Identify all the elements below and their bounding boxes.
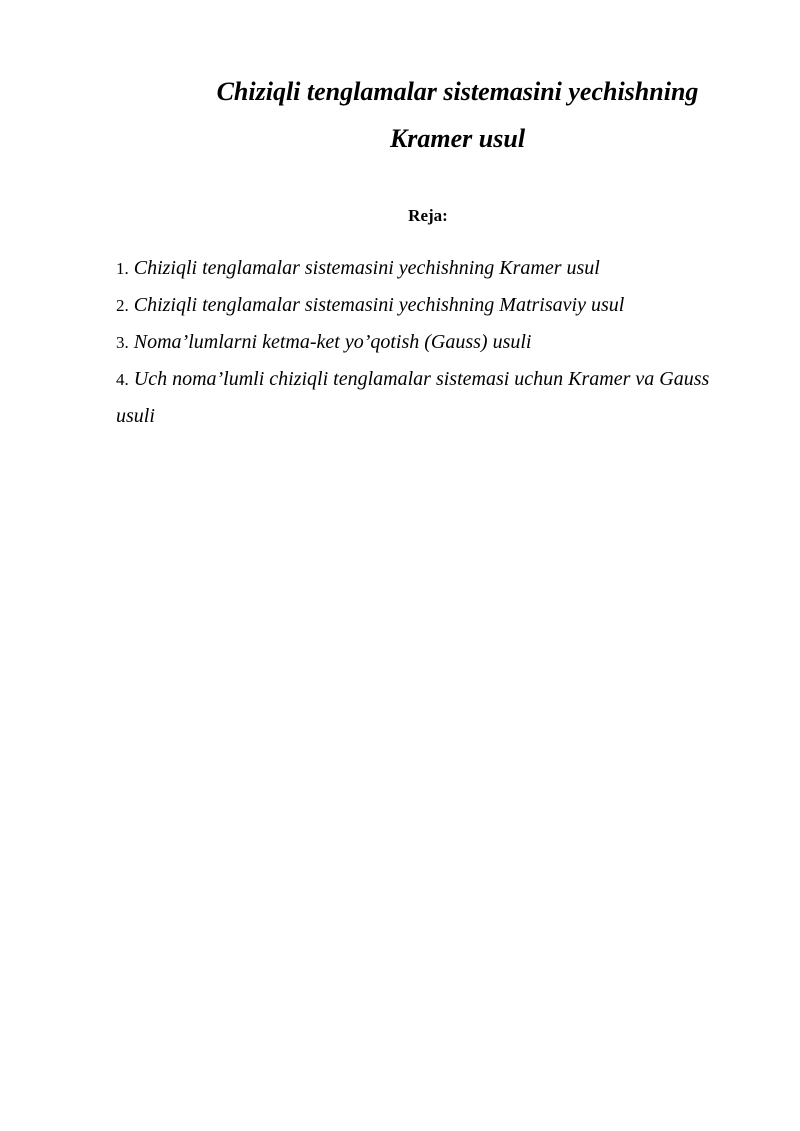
- plan-item: [116, 324, 716, 361]
- plan-item: [116, 287, 716, 324]
- plan-item-number: 4.: [116, 370, 129, 389]
- plan-item-number: 1.: [116, 259, 129, 278]
- plan-item: [116, 250, 716, 287]
- plan-item-text: Noma’lumlarni ketma-ket yo’qotish (Gauss) usuli: [133, 331, 532, 353]
- plan-item-text: Chiziqli tenglamalar sistemasini yechishning Matrisaviy usul: [133, 294, 625, 316]
- document-title-line-1: Chiziqli tenglamalar sistemasini yechishning: [216, 77, 699, 106]
- plan-item-number: 3.: [116, 333, 129, 352]
- plan-item-text: Uch noma’lumli chiziqli tenglamalar sistemasi uchun Kramer va Gauss usuli: [116, 368, 710, 427]
- plan-item: [116, 361, 716, 435]
- document-title-line-2: Kramer usul: [389, 124, 526, 153]
- plan-item-text: Chiziqli tenglamalar sistemasini yechishning Kramer usul: [133, 257, 600, 279]
- plan-item-number: 2.: [116, 296, 129, 315]
- plan-list: [116, 250, 716, 435]
- plan-heading: Reja:: [408, 206, 448, 225]
